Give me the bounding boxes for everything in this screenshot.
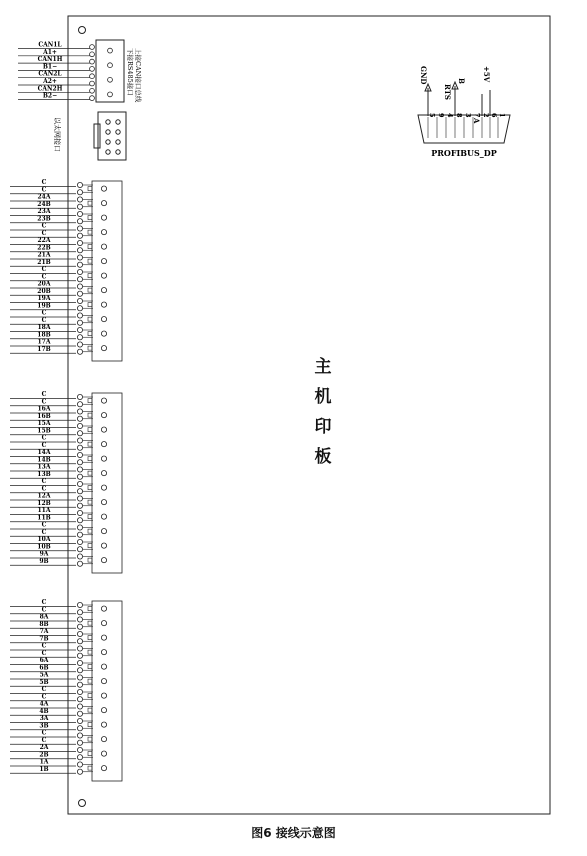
terminal-screw xyxy=(77,547,82,552)
terminal-label: 14B xyxy=(37,456,51,464)
terminal-screw xyxy=(77,617,82,622)
terminal-pin xyxy=(101,635,106,640)
terminal-pin xyxy=(101,259,106,264)
terminal-label: 7A xyxy=(39,628,49,635)
terminal-label: 17A xyxy=(37,338,51,346)
terminal-label: C xyxy=(41,693,47,701)
terminal-label: 4A xyxy=(39,700,49,708)
terminal-pin xyxy=(101,664,106,669)
terminal-pin xyxy=(101,500,106,505)
terminal-pin xyxy=(101,244,106,249)
terminal-label: C xyxy=(41,729,47,737)
profibus-signal-b: B xyxy=(457,78,466,84)
terminal-label: 11A xyxy=(37,507,51,514)
terminal-label: C xyxy=(41,229,47,237)
terminal-screw xyxy=(77,320,82,325)
terminal-screw xyxy=(77,747,82,752)
terminal-screw xyxy=(77,460,82,465)
terminal-label: C xyxy=(41,485,47,493)
terminal-screw xyxy=(77,269,82,274)
terminal-label: 4B xyxy=(39,707,49,715)
can-terminal-label: CAN1H xyxy=(37,56,63,64)
terminal-label: 2A xyxy=(39,744,49,751)
terminal-label: 20A xyxy=(37,280,51,288)
terminal-label: 1A xyxy=(39,758,49,766)
terminal-screw xyxy=(77,474,82,479)
terminal-label: 10B xyxy=(37,543,51,551)
terminal-label: 6B xyxy=(39,664,49,672)
terminal-pin xyxy=(101,708,106,713)
can-note-line1: 上接CAN接口总线 xyxy=(134,48,142,103)
figure-caption: 图6 接线示意图 xyxy=(251,826,336,840)
terminal-pin xyxy=(101,722,106,727)
terminal-label: C xyxy=(41,441,47,449)
terminal-label: C xyxy=(41,606,47,614)
terminal-label: C xyxy=(41,599,47,606)
terminal-screw xyxy=(77,718,82,723)
terminal-pin xyxy=(101,456,106,461)
profibus-pin-number: 9 xyxy=(437,113,445,118)
profibus-pin-number: 5 xyxy=(428,113,436,118)
terminal-screw xyxy=(77,248,82,253)
terminal-block-1 xyxy=(10,179,122,361)
terminal-label: 9A xyxy=(39,550,49,558)
terminal-label: 12B xyxy=(37,499,51,507)
terminal-label: C xyxy=(41,186,47,194)
terminal-pin xyxy=(101,317,106,322)
terminal-screw xyxy=(77,481,82,486)
profibus-pin-number: 4 xyxy=(446,113,454,118)
mounting-hole-bottom xyxy=(79,800,86,807)
can-terminal-screw xyxy=(90,96,95,101)
can-terminal-label: A2+ xyxy=(43,78,57,85)
terminal-label: 6A xyxy=(39,657,49,664)
terminal-label: C xyxy=(41,266,47,273)
terminal-block-2 xyxy=(10,391,122,573)
can-terminal-pin xyxy=(108,77,113,82)
terminal-screw xyxy=(77,255,82,260)
terminal-screw xyxy=(77,675,82,680)
board-title-char-1: 主 xyxy=(314,357,332,377)
can-terminal-label: CAN2H xyxy=(37,85,63,93)
terminal-screw xyxy=(77,313,82,318)
terminal-screw xyxy=(77,226,82,231)
terminal-pin xyxy=(101,230,106,235)
terminal-pin xyxy=(101,529,106,534)
terminal-label: 21B xyxy=(37,258,51,266)
terminal-label: C xyxy=(41,398,47,406)
profibus-label: PROFIBUS_DP xyxy=(431,148,497,158)
terminal-screw xyxy=(77,298,82,303)
terminal-pin xyxy=(101,543,106,548)
terminal-screw xyxy=(77,518,82,523)
terminal-pin xyxy=(101,751,106,756)
terminal-label: 16A xyxy=(37,405,51,413)
terminal-screw xyxy=(77,416,82,421)
terminal-label: C xyxy=(41,736,47,744)
main-board-outline xyxy=(68,16,550,814)
profibus-pin-number: 1 xyxy=(498,113,506,118)
can-terminal-label: B2− xyxy=(42,92,58,100)
terminal-screw xyxy=(77,532,82,537)
terminal-pin xyxy=(101,413,106,418)
terminal-screw xyxy=(77,740,82,745)
terminal-screw xyxy=(77,284,82,289)
mounting-hole-top xyxy=(79,27,86,34)
terminal-screw xyxy=(77,204,82,209)
terminal-screw xyxy=(77,624,82,629)
terminal-label: 12A xyxy=(37,492,51,500)
terminal-screw xyxy=(77,262,82,267)
terminal-label: 2B xyxy=(39,751,49,759)
terminal-screw xyxy=(77,755,82,760)
terminal-label: 21A xyxy=(37,251,51,259)
can-terminal-screw xyxy=(90,52,95,57)
terminal-label: 22A xyxy=(37,237,51,244)
terminal-pin xyxy=(101,442,106,447)
terminal-pin xyxy=(101,766,106,771)
terminal-label: C xyxy=(41,642,47,650)
can-note-line2: 下接RS485接口 xyxy=(126,48,134,96)
terminal-label: C xyxy=(41,528,47,536)
terminal-label: C xyxy=(41,478,47,485)
terminal-label: 15A xyxy=(37,420,51,427)
terminal-screw xyxy=(77,335,82,340)
terminal-screw xyxy=(77,467,82,472)
board-title-char-4: 板 xyxy=(314,447,332,467)
can-terminal-pin xyxy=(108,63,113,68)
terminal-label: C xyxy=(41,179,47,186)
terminal-pin xyxy=(101,288,106,293)
terminal-label: 23B xyxy=(37,215,51,223)
can-terminal-label: CAN2L xyxy=(38,70,62,78)
terminal-pin xyxy=(101,558,106,563)
terminal-pin xyxy=(101,215,106,220)
profibus-pin-number: 2 xyxy=(482,113,490,118)
board-title-char-3: 印 xyxy=(314,417,332,437)
can-terminal-screw xyxy=(90,45,95,50)
terminal-pin xyxy=(101,606,106,611)
terminal-label: 13A xyxy=(37,463,51,471)
ethernet-port xyxy=(53,112,126,160)
can-terminal-label: B1− xyxy=(42,63,58,71)
terminal-screw xyxy=(77,668,82,673)
terminal-screw xyxy=(77,660,82,665)
can-terminal-label: CAN1L xyxy=(38,41,62,49)
terminal-label: 1B xyxy=(39,765,49,773)
can-terminal-screw xyxy=(90,67,95,72)
terminal-screw xyxy=(77,682,82,687)
profibus-connector xyxy=(418,66,510,158)
terminal-screw xyxy=(77,342,82,347)
terminal-screw xyxy=(77,496,82,501)
ethernet-port-label: 以太网接口 xyxy=(53,117,61,152)
terminal-screw xyxy=(77,211,82,216)
board-title-char-2: 机 xyxy=(314,387,332,407)
terminal-label: 17B xyxy=(37,345,51,353)
terminal-screw xyxy=(77,409,82,414)
terminal-label: 23A xyxy=(37,208,51,215)
terminal-pin xyxy=(101,186,106,191)
terminal-screw xyxy=(77,733,82,738)
terminal-label: 24B xyxy=(37,200,51,208)
terminal-label: C xyxy=(41,316,47,324)
terminal-screw xyxy=(77,503,82,508)
profibus-signal-a: A xyxy=(472,118,481,124)
terminal-label: C xyxy=(41,273,47,281)
terminal-screw xyxy=(77,327,82,332)
terminal-screw xyxy=(77,610,82,615)
terminal-screw xyxy=(77,510,82,515)
terminal-screw xyxy=(77,646,82,651)
can-terminal-pin xyxy=(108,92,113,97)
terminal-screw xyxy=(77,525,82,530)
terminal-screw xyxy=(77,639,82,644)
terminal-label: C xyxy=(41,434,47,442)
terminal-screw xyxy=(77,631,82,636)
terminal-screw xyxy=(77,554,82,559)
terminal-screw xyxy=(77,431,82,436)
terminal-screw xyxy=(77,602,82,607)
terminal-label: 3A xyxy=(39,715,49,722)
terminal-label: 18A xyxy=(37,324,51,331)
terminal-screw xyxy=(77,219,82,224)
terminal-pin xyxy=(101,201,106,206)
terminal-label: 9B xyxy=(39,557,49,565)
terminal-screw xyxy=(77,489,82,494)
terminal-screw xyxy=(77,182,82,187)
terminal-pin xyxy=(101,398,106,403)
terminal-label: C xyxy=(41,521,47,529)
terminal-label: 10A xyxy=(37,536,51,543)
terminal-screw xyxy=(77,769,82,774)
terminal-label: 18B xyxy=(37,331,51,339)
terminal-label: 3B xyxy=(39,722,49,730)
terminal-screw xyxy=(77,561,82,566)
terminal-label: 5A xyxy=(39,671,49,679)
terminal-screw xyxy=(77,233,82,238)
terminal-label: 19A xyxy=(37,295,51,302)
can-terminal-screw xyxy=(90,88,95,93)
terminal-screw xyxy=(77,726,82,731)
terminal-label: 24A xyxy=(37,193,51,201)
can-terminal-label: A1+ xyxy=(43,48,57,56)
terminal-screw xyxy=(77,291,82,296)
terminal-label: 11B xyxy=(37,514,51,522)
terminal-label: C xyxy=(41,222,47,230)
can-terminal-pin xyxy=(108,48,113,53)
can-terminal-screw xyxy=(90,59,95,64)
terminal-pin xyxy=(101,737,106,742)
terminal-label: 16B xyxy=(37,412,51,420)
terminal-pin xyxy=(101,485,106,490)
terminal-screw xyxy=(77,277,82,282)
terminal-pin xyxy=(101,273,106,278)
terminal-label: 15B xyxy=(37,427,51,435)
terminal-screw xyxy=(77,394,82,399)
terminal-screw xyxy=(77,689,82,694)
profibus-pin-number: 8 xyxy=(455,113,463,118)
terminal-screw xyxy=(77,762,82,767)
terminal-label: 20B xyxy=(37,287,51,295)
terminal-screw xyxy=(77,197,82,202)
terminal-screw xyxy=(77,653,82,658)
terminal-label: 19B xyxy=(37,302,51,310)
terminal-label: 8B xyxy=(39,620,49,628)
can-terminal-screw xyxy=(90,74,95,79)
can-terminal-screw xyxy=(90,81,95,86)
terminal-screw xyxy=(77,423,82,428)
terminal-pin xyxy=(101,621,106,626)
profibus-signal-rts: RTS xyxy=(443,84,452,100)
terminal-label: C xyxy=(41,391,47,398)
board-title xyxy=(312,352,334,472)
terminal-label: C xyxy=(41,649,47,657)
terminal-screw xyxy=(77,349,82,354)
terminal-pin xyxy=(101,679,106,684)
terminal-label: C xyxy=(41,686,47,693)
terminal-pin xyxy=(101,514,106,519)
terminal-pin xyxy=(101,331,106,336)
terminal-pin xyxy=(101,302,106,307)
terminal-label: 13B xyxy=(37,470,51,478)
terminal-pin xyxy=(101,471,106,476)
terminal-label: 8A xyxy=(39,613,49,621)
profibus-signal-gnd: GND xyxy=(419,66,428,85)
terminal-pin xyxy=(101,650,106,655)
profibus-pin-number: 7 xyxy=(473,113,481,118)
terminal-screw xyxy=(77,306,82,311)
profibus-signal-5v: +5V xyxy=(482,66,491,83)
terminal-label: 22B xyxy=(37,244,51,252)
can-rs485-connector xyxy=(18,40,143,103)
terminal-screw xyxy=(77,438,82,443)
terminal-screw xyxy=(77,445,82,450)
terminal-pin xyxy=(101,693,106,698)
terminal-screw xyxy=(77,539,82,544)
profibus-pin-number: 6 xyxy=(490,113,498,118)
terminal-screw xyxy=(77,240,82,245)
terminal-label: C xyxy=(41,309,47,317)
profibus-pin-number: 3 xyxy=(464,113,472,118)
terminal-pin xyxy=(101,346,106,351)
terminal-screw xyxy=(77,452,82,457)
terminal-label: 7B xyxy=(39,635,49,643)
terminal-block-3 xyxy=(10,599,122,781)
terminal-screw xyxy=(77,697,82,702)
terminal-screw xyxy=(77,704,82,709)
terminal-pin xyxy=(101,427,106,432)
terminal-screw xyxy=(77,402,82,407)
terminal-label: 14A xyxy=(37,449,51,456)
terminal-screw xyxy=(77,711,82,716)
terminal-label: 5B xyxy=(39,678,49,686)
terminal-screw xyxy=(77,190,82,195)
